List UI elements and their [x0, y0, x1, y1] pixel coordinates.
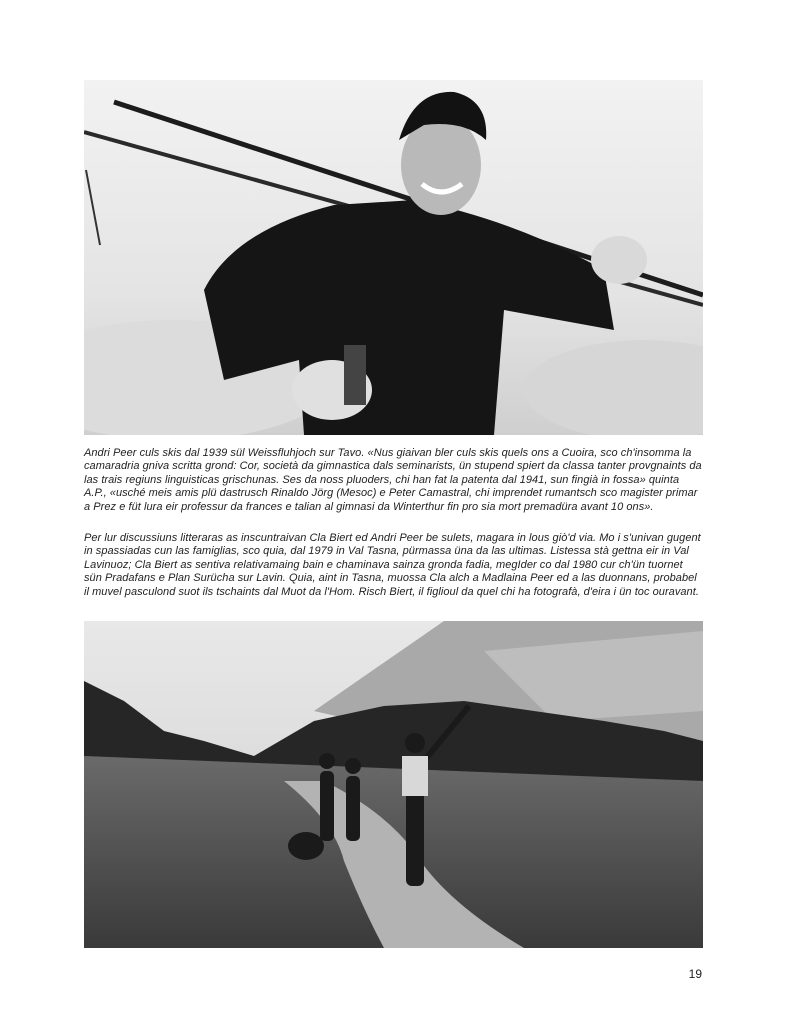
- photo-val-tasna-image: [84, 621, 703, 948]
- photo-skier: [84, 80, 703, 435]
- caption-skier: Andri Peer culs skis dal 1939 sül Weissfluhjoch sur Tavo. «Nus giaivan bler culs skis quels ons a Cuoira, sco ch'insomma la camaradria gniva scritta grond: Cor, società da gimnastica dals seminarists, ün stupend spiert da classa tanter provgnaints da las trais regiuns linguisticas grischunas. Ses da noss pluoders, chi han fat la patenta dal 1941, sun fingià in fossa» quinta A.P., «usché meis amis plü dastrusch Rinaldo Jörg (Mesoc) e Peter Camastral, chi imprendet rumantsch sco magister primar a Prez e füt lura eir professur da frances e talian al gimnasi da Winterthur fin pro sia mort premadüra avant 10 ons».: [84, 447, 702, 513]
- photo-val-tasna: [84, 621, 703, 948]
- caption-val-tasna: Per lur discussiuns litteraras as inscuntraivan Cla Biert ed Andri Peer be sulets, magara in lous giò'd via. Mo i s'univan gugent in spassiadas cun las famiglias, sco quia, dal 1979 in Val Tasna, pürmassa üna da las ultimas. Listessa stà gettna eir in Val Lavinuoz; Cla Biert as sentiva relativamaing bain e chaminava sainza gronda fadia, megIder co dal 1980 cur ch'ün tuornet sün Pradafans e Plan Surücha sur Lavin. Quia, aint in Tasna, muossa Cla alch a Madlaina Peer ed a las duonnans, probabel il muvel pasculond suot ils tschaints dal Muot da l'Hom. Risch Biert, il figlioul da quel chi ha fotografà, d'eira i ün toc ouravant.: [84, 532, 701, 598]
- page-number: 19: [688, 967, 702, 981]
- photo-skier-image: [84, 80, 703, 435]
